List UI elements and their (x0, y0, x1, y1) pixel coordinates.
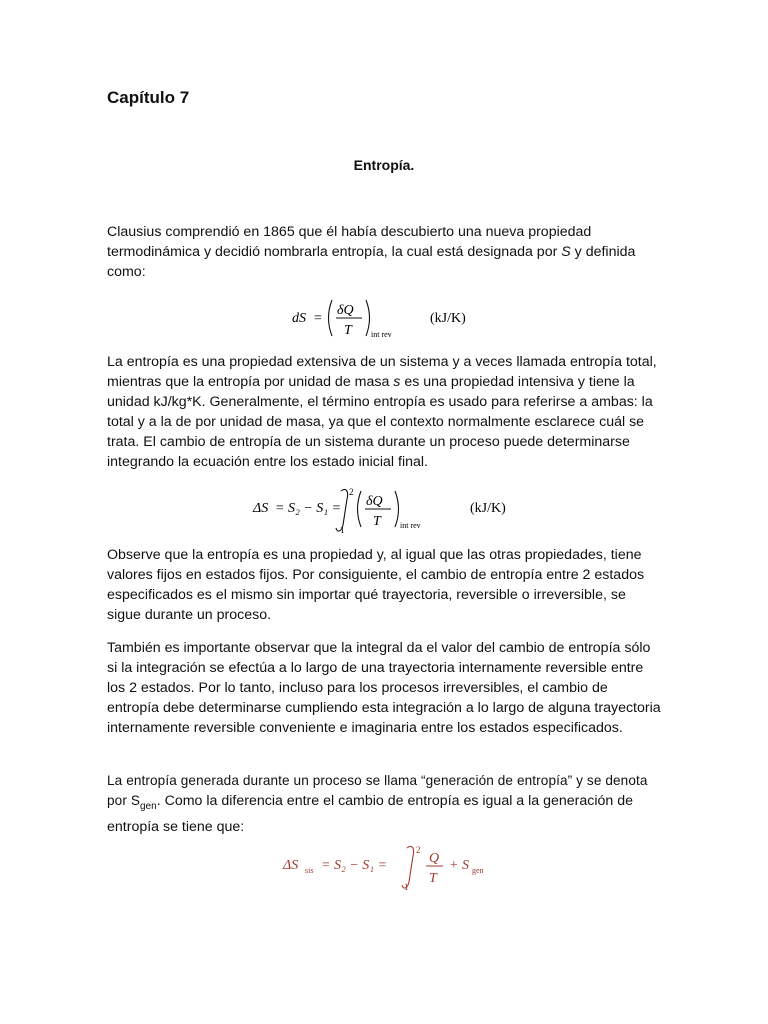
paragraph-entropy-generation (107, 771, 663, 837)
p5-text-b: . Como la diferencia entre el cambio de entropía es igual a la generación de entropía se tiene que: (107, 793, 634, 835)
eq2-subscript: int rev (400, 521, 421, 530)
eq2-lhs: ΔS (253, 501, 269, 516)
eq3-middle: = S₂ − S₁ = (321, 858, 388, 873)
eq3-upper-limit: 2 (416, 845, 421, 855)
eq2-middle: = S₂ − S₁ = (275, 501, 342, 516)
eq2-denominator: T (373, 514, 381, 529)
eq2-lower-limit: 1 (340, 525, 345, 535)
p5-text-a: La entropía generada durante un proceso se llama “generación de entropía” y se denota por S (107, 773, 648, 808)
p5-gen-subscript: gen (140, 800, 157, 812)
paragraph-fixed-values: Observe que la entropía es una propiedad y, al igual que las otras propiedades, tiene valores fijos en estados fijos. Por consiguiente, el cambio de entropía entre 2 estados especificados es el mismo sin importar qué trayectoria, reversible o irreversible, se sigue durante un proceso. (107, 547, 645, 623)
eq3-gen-subscript: gen (472, 866, 484, 875)
chapter-heading: Capítulo 7 (107, 88, 190, 107)
eq2-units: (kJ/K) (470, 501, 506, 516)
paragraph-extensive-property (107, 352, 663, 472)
eq3-plus-term: + S (449, 858, 469, 873)
equation-delta-s-integral (253, 485, 523, 535)
eq3-lhs: ΔS (283, 858, 299, 873)
eq1-subscript: int rev (371, 330, 392, 339)
paragraph-integral-note: También es importante observar que la integral da el valor del cambio de entropía sólo si la integración se efectúa a lo largo de una trayectoria internamente reversible entre los 2 estados. Por lo tanto, incluso para los procesos irreversibles, el cambio de entropía debe determinarse cumpliendo esta integración a lo largo de alguna trayectoria internamente reversible conveniente e imaginaria entre los estados especificados. (107, 640, 661, 736)
eq1-denominator: T (344, 323, 352, 338)
section-title: Entropía. (353, 157, 415, 173)
eq3-numerator: Q (429, 851, 440, 866)
p1-text-b: y definida como: (107, 244, 636, 280)
equation-ds-definition (292, 292, 482, 342)
eq3-lhs-subscript: sis (305, 866, 314, 875)
entropy-symbol-S: S (561, 244, 571, 260)
eq1-lhs: dS (292, 311, 306, 326)
eq1-equals: = (314, 311, 322, 326)
p2-text-b: es una propiedad intensiva y tiene la unidad kJ/kg*K. Generalmente, el término entropía es usado para referirse a ambas: la total y a la de por unidad de masa, ya que el contexto normalmente esclarece cuál se trata. El cambio de entropía de un sistema durante un proceso puede determinarse integrando la ecuación entre los estado inicial final. (107, 374, 653, 470)
eq3-denominator: T (429, 871, 437, 886)
equation-entropy-balance (283, 842, 503, 892)
eq3-lower-limit: 1 (404, 882, 409, 892)
eq2-upper-limit: 2 (349, 487, 354, 497)
entropy-symbol-s: s (393, 374, 401, 390)
eq2-numerator: δQ (366, 494, 383, 509)
paragraph-clausius (107, 222, 663, 282)
p2-text-a: La entropía es una propiedad extensiva de un sistema y a veces llamada entropía total, mientras que la entropía por unidad de masa (107, 354, 657, 390)
eq1-numerator: δQ (337, 303, 354, 318)
eq1-units: (kJ/K) (430, 311, 466, 326)
p1-text-a: Clausius comprendió en 1865 que él había descubierto una nueva propiedad termodinámica y decidió nombrarla entropía, la cual está designada por (107, 224, 592, 260)
